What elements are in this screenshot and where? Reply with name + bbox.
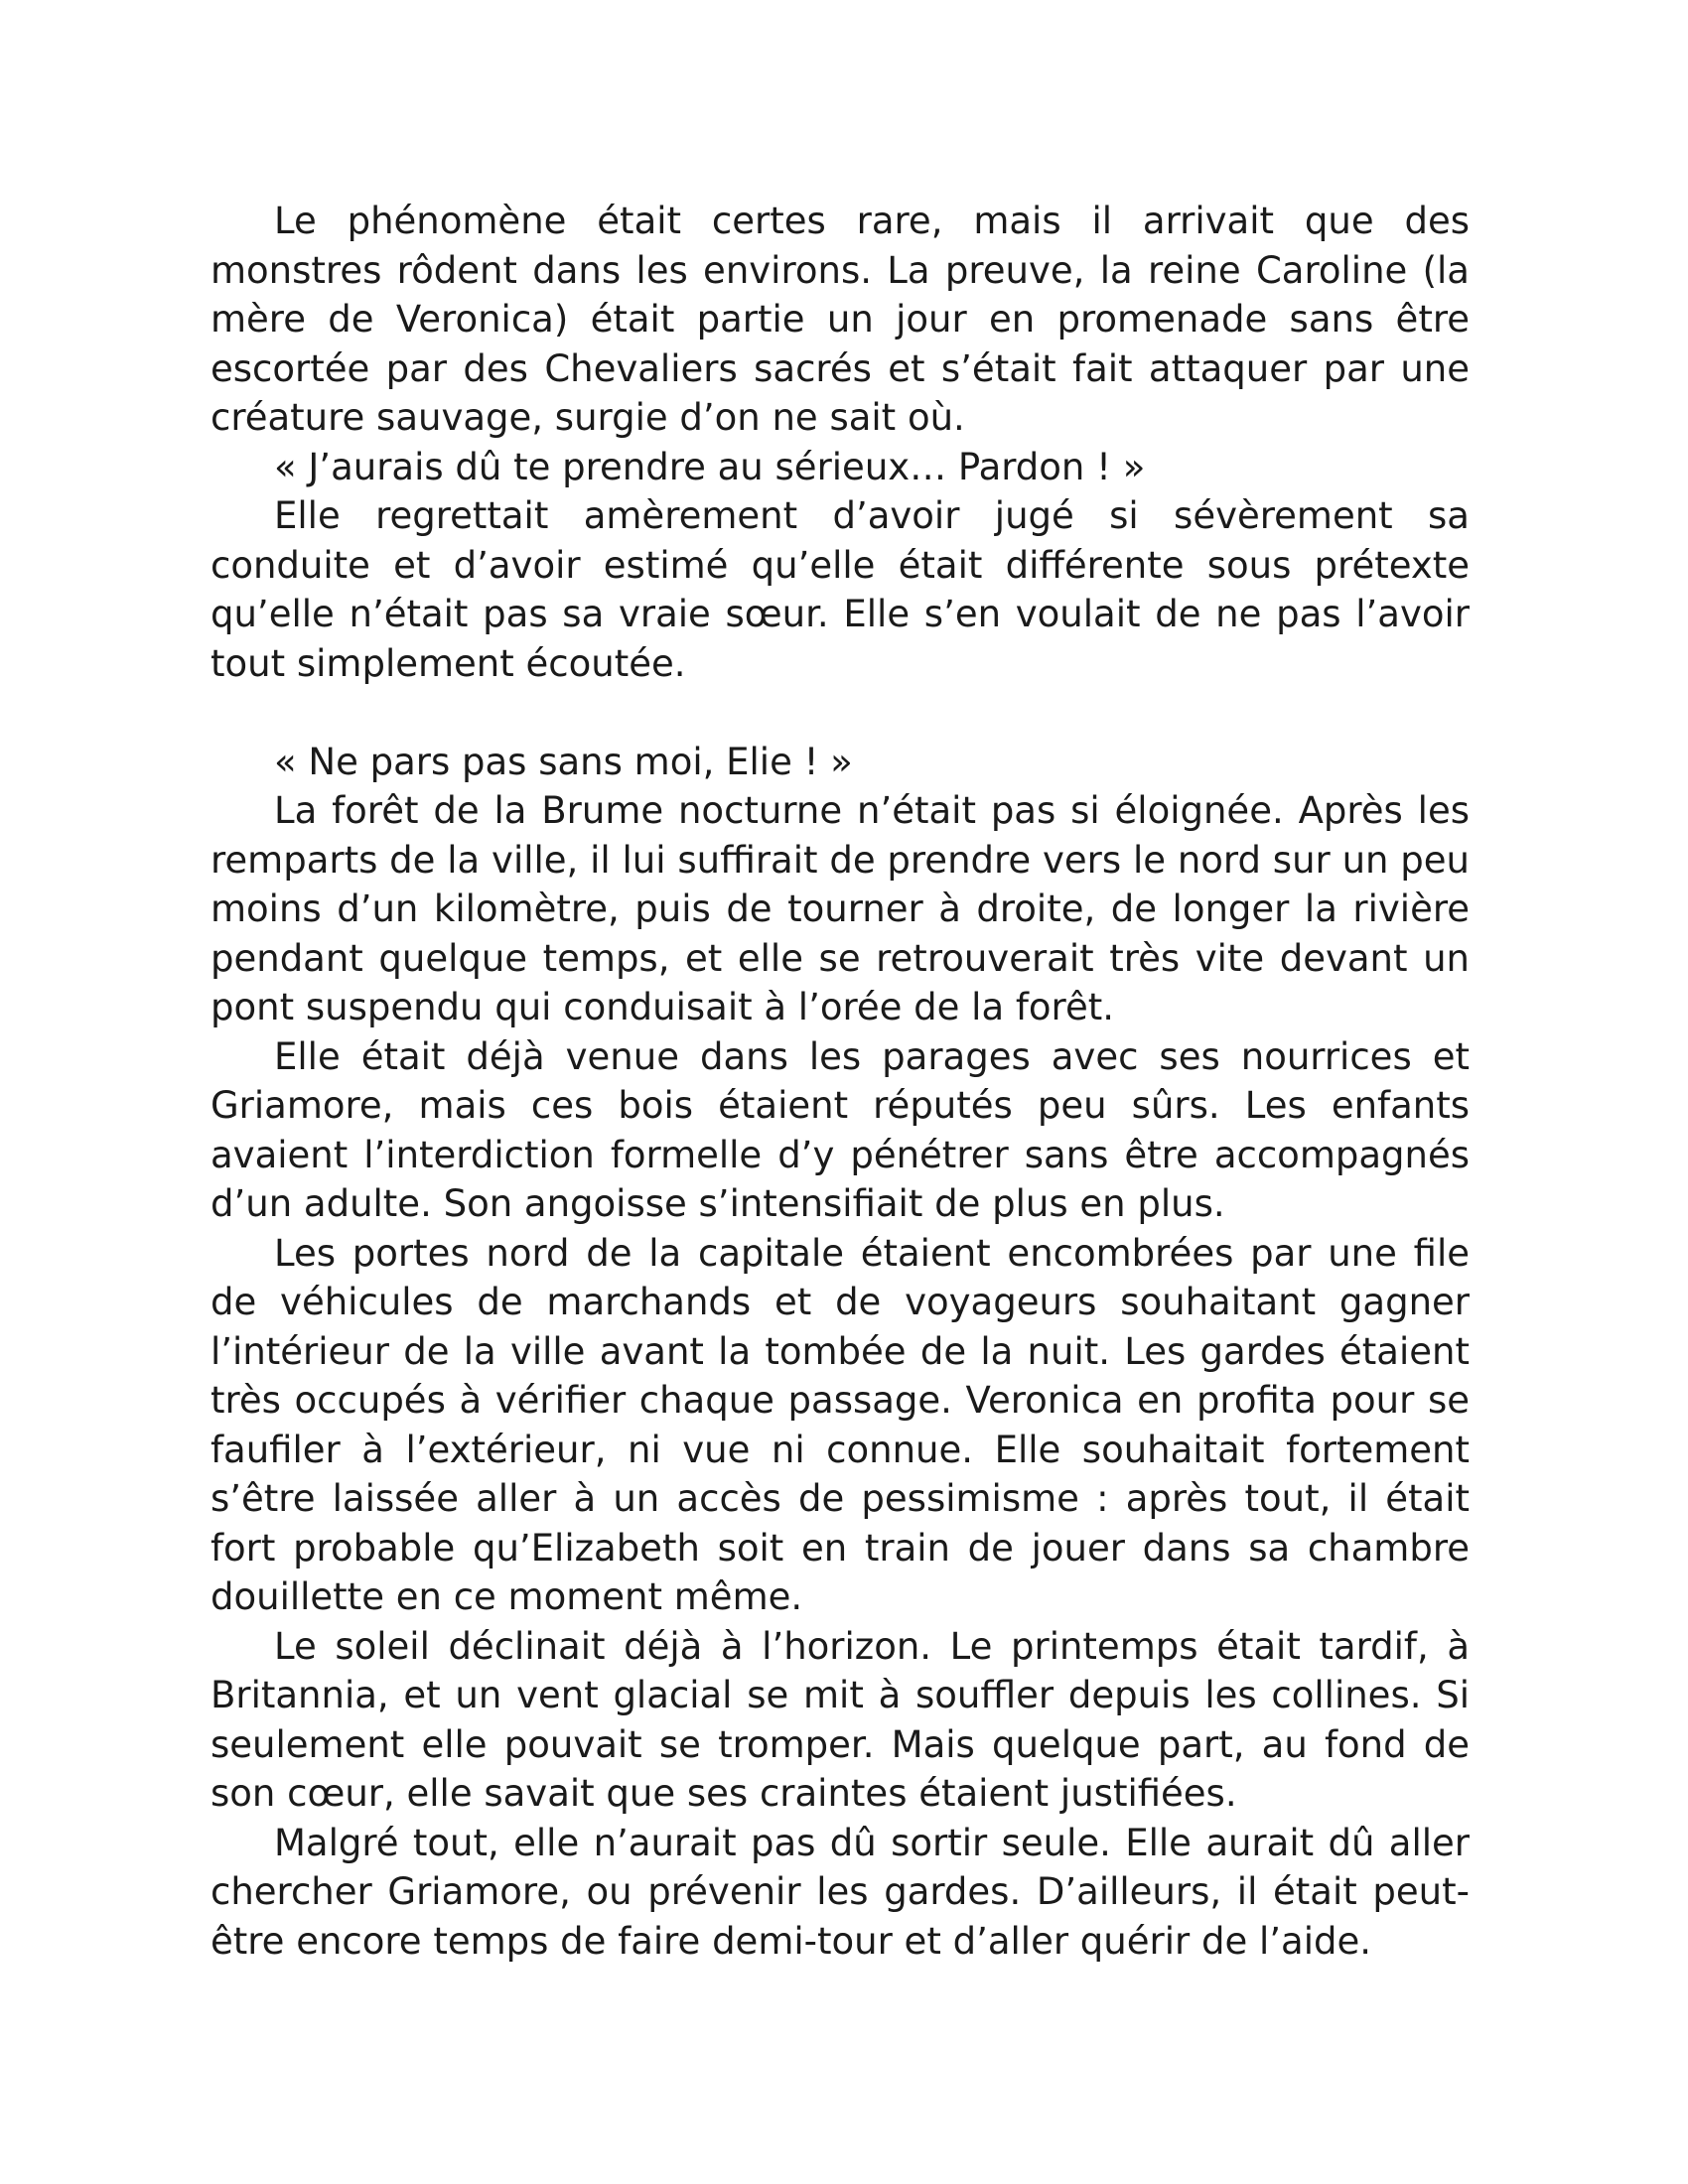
paragraph: La forêt de la Brume nocturne n’était pas si éloignée. Après les remparts de la ville, il lui suffirait de prendre vers le nord sur un peu moins d’un kilomètre, puis de tourner à droite, de longer la rivière pendant quelque temps, et elle se retrouverait très vite devant un pont suspendu qui conduisait à l’orée de la forêt.: [211, 789, 1470, 1028]
paragraph: Les portes nord de la capitale étaient encombrées par une file de véhicules de marchands et de voyageurs souhaitant gagner l’intérieur de la ville avant la tombée de la nuit. Les gardes étaient très occupés à vérifier chaque passage. Veronica en profita pour se faufiler à l’extérieur, ni vue ni connue. Elle souhaitait fortement s’être laissée aller à un accès de pessimisme : après tout, il était fort probable qu’Elizabeth soit en train de jouer dans sa chambre douillette en ce moment même.: [211, 1231, 1470, 1618]
paragraph: Le soleil déclinait déjà à l’horizon. Le printemps était tardif, à Britannia, et un vent glacial se mit à souffler depuis les collines. Si seulement elle pouvait se tromper. Mais quelque part, au fond de son cœur, elle savait que ses craintes étaient justifiées.: [211, 1624, 1470, 1815]
paragraph: Elle était déjà venue dans les parages avec ses nourrices et Griamore, mais ces bois étaient réputés peu sûrs. Les enfants avaient l’interdiction formelle d’y pénétrer sans être accompagnés d’un adulte. Son angoisse s’intensifiait de plus en plus.: [211, 1034, 1470, 1225]
paragraph: Le phénomène était certes rare, mais il arrivait que des monstres rôdent dans les environs. La preuve, la reine Caroline (la mère de Veronica) était partie un jour en promenade sans être escortée par des Chevaliers sacrés et s’était fait attaquer par une créature sauvage, surgie d’on ne sait où.: [211, 200, 1470, 439]
dialogue-line: « J’aurais dû te prendre au sérieux… Pardon ! »: [274, 445, 1146, 488]
paragraph: Malgré tout, elle n’aurait pas dû sortir seule. Elle aurait dû aller chercher Griamore, ou prévenir les gardes. D’ailleurs, il était peut-être encore temps de faire demi-tour et d’aller quérir de l’aide.: [211, 1821, 1470, 1963]
page-body: [211, 197, 1470, 1966]
dialogue-line: « Ne pars pas sans moi, Elie ! »: [274, 740, 853, 783]
paragraph: Elle regrettait amèrement d’avoir jugé si sévèrement sa conduite et d’avoir estimé qu’elle était différente sous prétexte qu’elle n’était pas sa vraie sœur. Elle s’en voulait de ne pas l’avoir tout simplement écoutée.: [211, 494, 1470, 685]
